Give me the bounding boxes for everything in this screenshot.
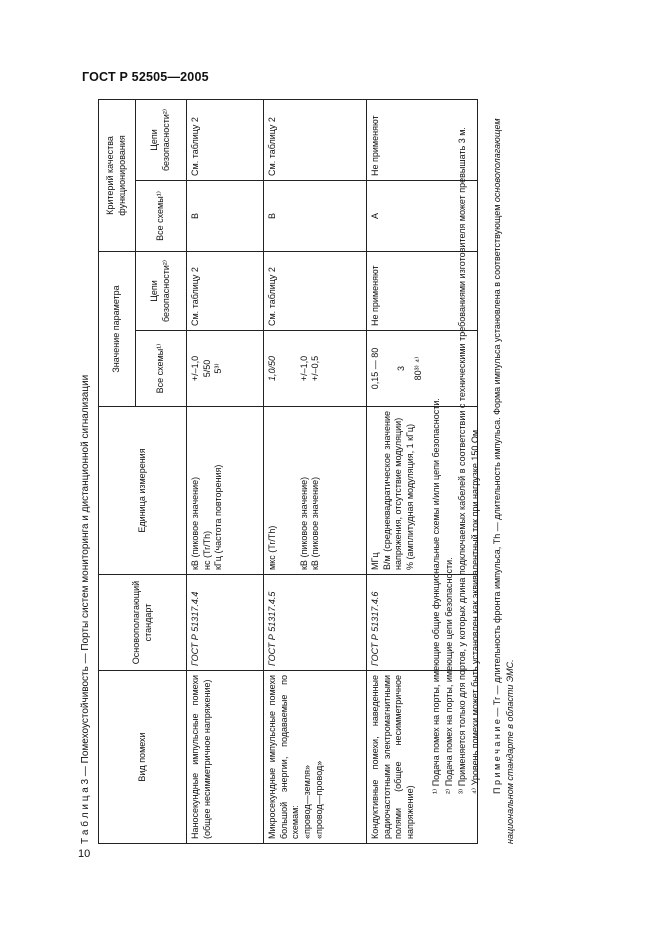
cell-value-safety: Не применяют xyxy=(367,251,478,330)
cell-standard: ГОСТ Р 51317.4.5 xyxy=(264,575,367,671)
col-header-vid: Вид помехи xyxy=(99,671,187,844)
col-header-standard: Основополагающий стандарт xyxy=(99,575,187,671)
cell-spacer xyxy=(279,411,299,570)
cell-value-safety: См. таблицу 2 xyxy=(187,251,264,330)
cell-value-safety: См. таблицу 2 xyxy=(264,251,367,330)
cell-vid xyxy=(264,671,367,844)
cell-line: Кондуктивные помехи, наведенные радиочастотными электромагнитными полями (общее несимметричное напряжение) xyxy=(370,675,416,839)
cell-line: «провод—земля» xyxy=(302,765,313,839)
table-row xyxy=(187,99,264,843)
cell-line: мкс (Tr/Th) xyxy=(267,525,277,570)
page-number: 10 xyxy=(78,848,91,860)
cell-line: 3 xyxy=(395,366,406,372)
footnote: ¹⁾ Подача помех на порты, имеющие общие функциональные схемы и/или цепи безопасности. xyxy=(431,398,441,794)
rotated-table-block xyxy=(80,100,530,844)
cell-criteria-all: А xyxy=(367,180,478,251)
cell-criteria-safety: См. таблицу 2 xyxy=(264,99,367,180)
cell-spacer xyxy=(382,335,396,402)
cell-line: Микросекундные импульсные помехи большой энергии, подаваемые по схемам: xyxy=(267,675,301,839)
col-header-criteria-all: Все схемы¹⁾ xyxy=(136,180,187,251)
cell-line: МГц xyxy=(370,552,380,570)
page-header: ГОСТ Р 52505—2005 xyxy=(82,70,209,84)
footnote: ²⁾ Подача помех на порты, имеющие цепи безопасности. xyxy=(444,557,455,794)
cell-spacer xyxy=(279,335,299,402)
col-header-value-safety: Цепи безопасности²⁾ xyxy=(136,251,187,330)
cell-standard: ГОСТ Р 51317.4.6 xyxy=(367,575,478,671)
cell-criteria-safety: См. таблицу 2 xyxy=(187,99,264,180)
note-label: П р и м е ч а н и е xyxy=(492,719,503,794)
col-header-unit: Единица измерения xyxy=(99,407,187,575)
cell-line: В/м (среднеквадратическое значение напряжения, отсутствие модуляции) xyxy=(381,411,404,570)
cell-line: кГц (частота повторения) xyxy=(213,464,224,570)
note-text: — Tr — длительность фронта импульса, Th — длительность импульса. Форма импульса установлена в соответствующем xyxy=(492,202,503,720)
col-header-criteria-safety: Цепи безопасности²⁾ xyxy=(136,99,187,180)
cell-value-all xyxy=(264,331,367,407)
cell-value-all xyxy=(187,331,264,407)
cell-line: +/–1,0 xyxy=(298,355,309,382)
cell-criteria-all: В xyxy=(187,180,264,251)
cell-line: нс (Tr/Th) xyxy=(201,530,212,570)
note-text-italic: основополагающем национальном стандарте в области ЭМС. xyxy=(492,118,516,844)
cell-line: Наносекундные импульсные помехи (общее несимметричное напряжение) xyxy=(190,675,212,839)
cell-criteria-all: В xyxy=(264,180,367,251)
table-row xyxy=(264,99,367,843)
col-header-value-group: Значение параметра xyxy=(99,251,136,406)
cell-unit xyxy=(187,407,264,575)
cell-line: кВ (пиковое значение) xyxy=(298,476,309,570)
cell-line: «провод—провод» xyxy=(313,760,324,839)
cell-standard: ГОСТ Р 51317.4.4 xyxy=(187,575,264,671)
col-header-value-all: Все схемы¹⁾ xyxy=(136,331,187,407)
footnote: ³⁾ Применяется только для портов, у которых длина подключаемых кабелей в соответствии с техническими требованиями изготовителя может превышать 3 м. xyxy=(457,127,468,794)
cell-line: +/–0,5 xyxy=(310,355,321,382)
cell-line: +/–1,0 xyxy=(190,355,200,382)
immunity-table xyxy=(98,99,478,844)
cell-line: 80³⁾ ⁴⁾ xyxy=(413,356,424,381)
col-header-criteria-group: Критерий качества функционирования xyxy=(99,99,136,251)
cell-line: кВ (пиковое значение) xyxy=(190,476,200,570)
cell-line: 1,0/50 xyxy=(267,355,277,382)
table-footnotes xyxy=(430,100,517,844)
cell-line: 5³⁾ xyxy=(213,363,224,374)
cell-line: % (амплитудная модуляция, 1 кГц) xyxy=(405,423,416,570)
cell-line: 5/50 xyxy=(201,359,212,378)
table-note xyxy=(491,100,517,844)
cell-line: кВ (пиковое значение) xyxy=(310,476,321,570)
footnote: ⁴⁾ Уровень помехи может быть установлен как эквивалентный ток при нагрузке 150 Ом. xyxy=(470,427,481,794)
cell-line: 0,15 — 80 xyxy=(370,347,380,390)
table-caption: Т а б л и ц а 3 — Помехоустойчивость — Порты систем мониторинга и дистанционной сигнализации xyxy=(80,374,91,844)
cell-criteria-safety: Не применяют xyxy=(367,99,478,180)
cell-vid xyxy=(187,671,264,844)
cell-unit xyxy=(264,407,367,575)
